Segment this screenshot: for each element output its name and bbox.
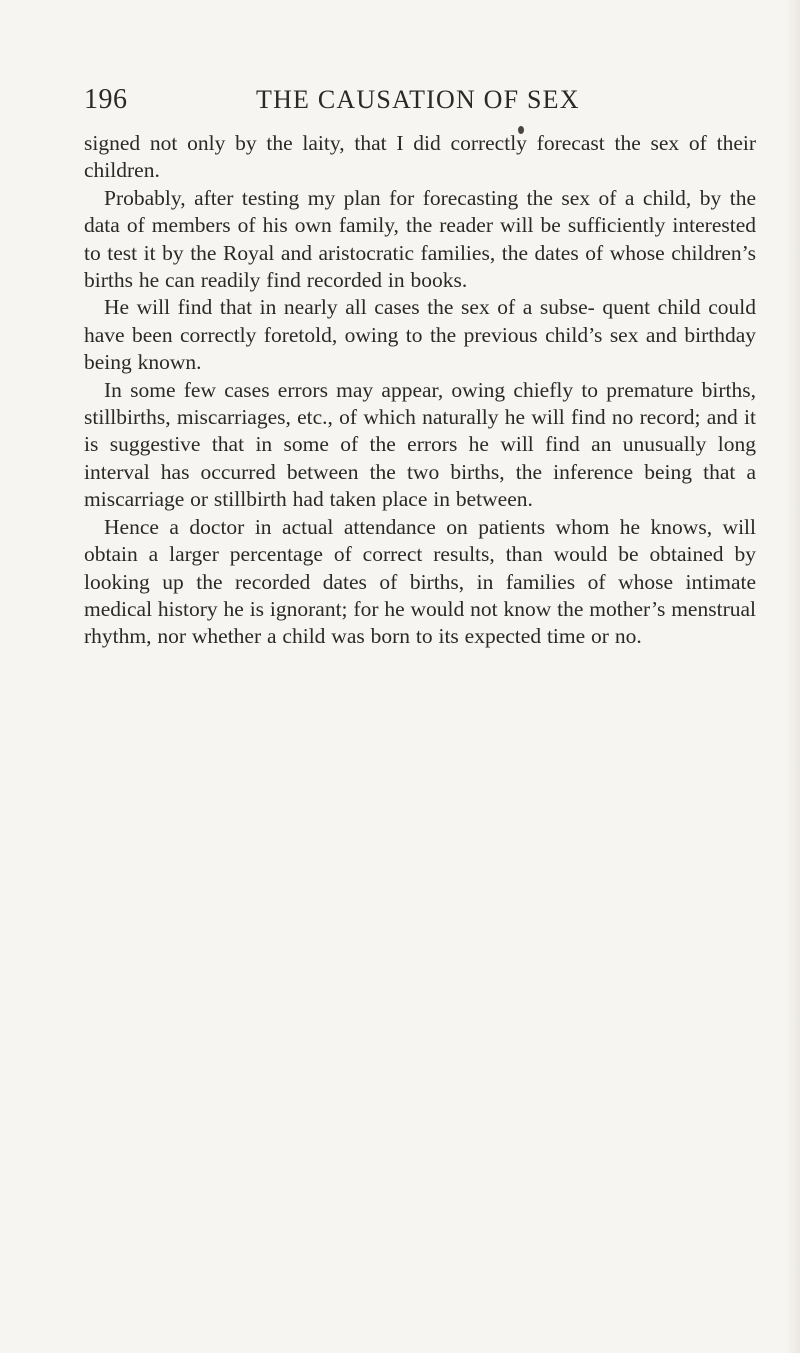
page-number: 196 [84,84,128,115]
paragraph-continued: signed not only by the laity, that I did correctly forecast the sex of their children. [84,131,756,183]
paragraph-errors: In some few cases errors may appear, owing chiefly to premature births, stillbirths, miscarriages, etc., of which naturally he will find no record; and it is suggestive that in some of the errors he will find an unusually long interval has occurred between the two births, the inference being that a miscarriage or stillbirth had taken place in between. [84,377,756,512]
paragraph-royal-families: Probably, after testing my plan for forecasting the sex of a child, by the data of members of his own family, the reader will be sufficiently interested to test it by the Royal and aristocratic families, the dates of whose children’s births he can readily find recorded in books. [84,185,756,293]
running-title: THE CAUSATION OF SEX [256,85,580,114]
paragraph-foretold: He will find that in nearly all cases the sex of a subse- quent child could have been correctly foretold, owing to the previous child’s sex and birthday being known. [84,295,756,375]
paragraph-doctor: Hence a doctor in actual attendance on patients whom he knows, will obtain a larger percentage of correct results, than would be obtained by looking up the recorded dates of births, in families of whose intimate medical history he is ignorant; for he would not know the mother’s menstrual rhythm, nor whether a child was born to its expected time or no. [84,514,756,649]
body-text [84,130,756,651]
page-edge-shadow [786,0,800,1353]
page-header [84,80,756,120]
